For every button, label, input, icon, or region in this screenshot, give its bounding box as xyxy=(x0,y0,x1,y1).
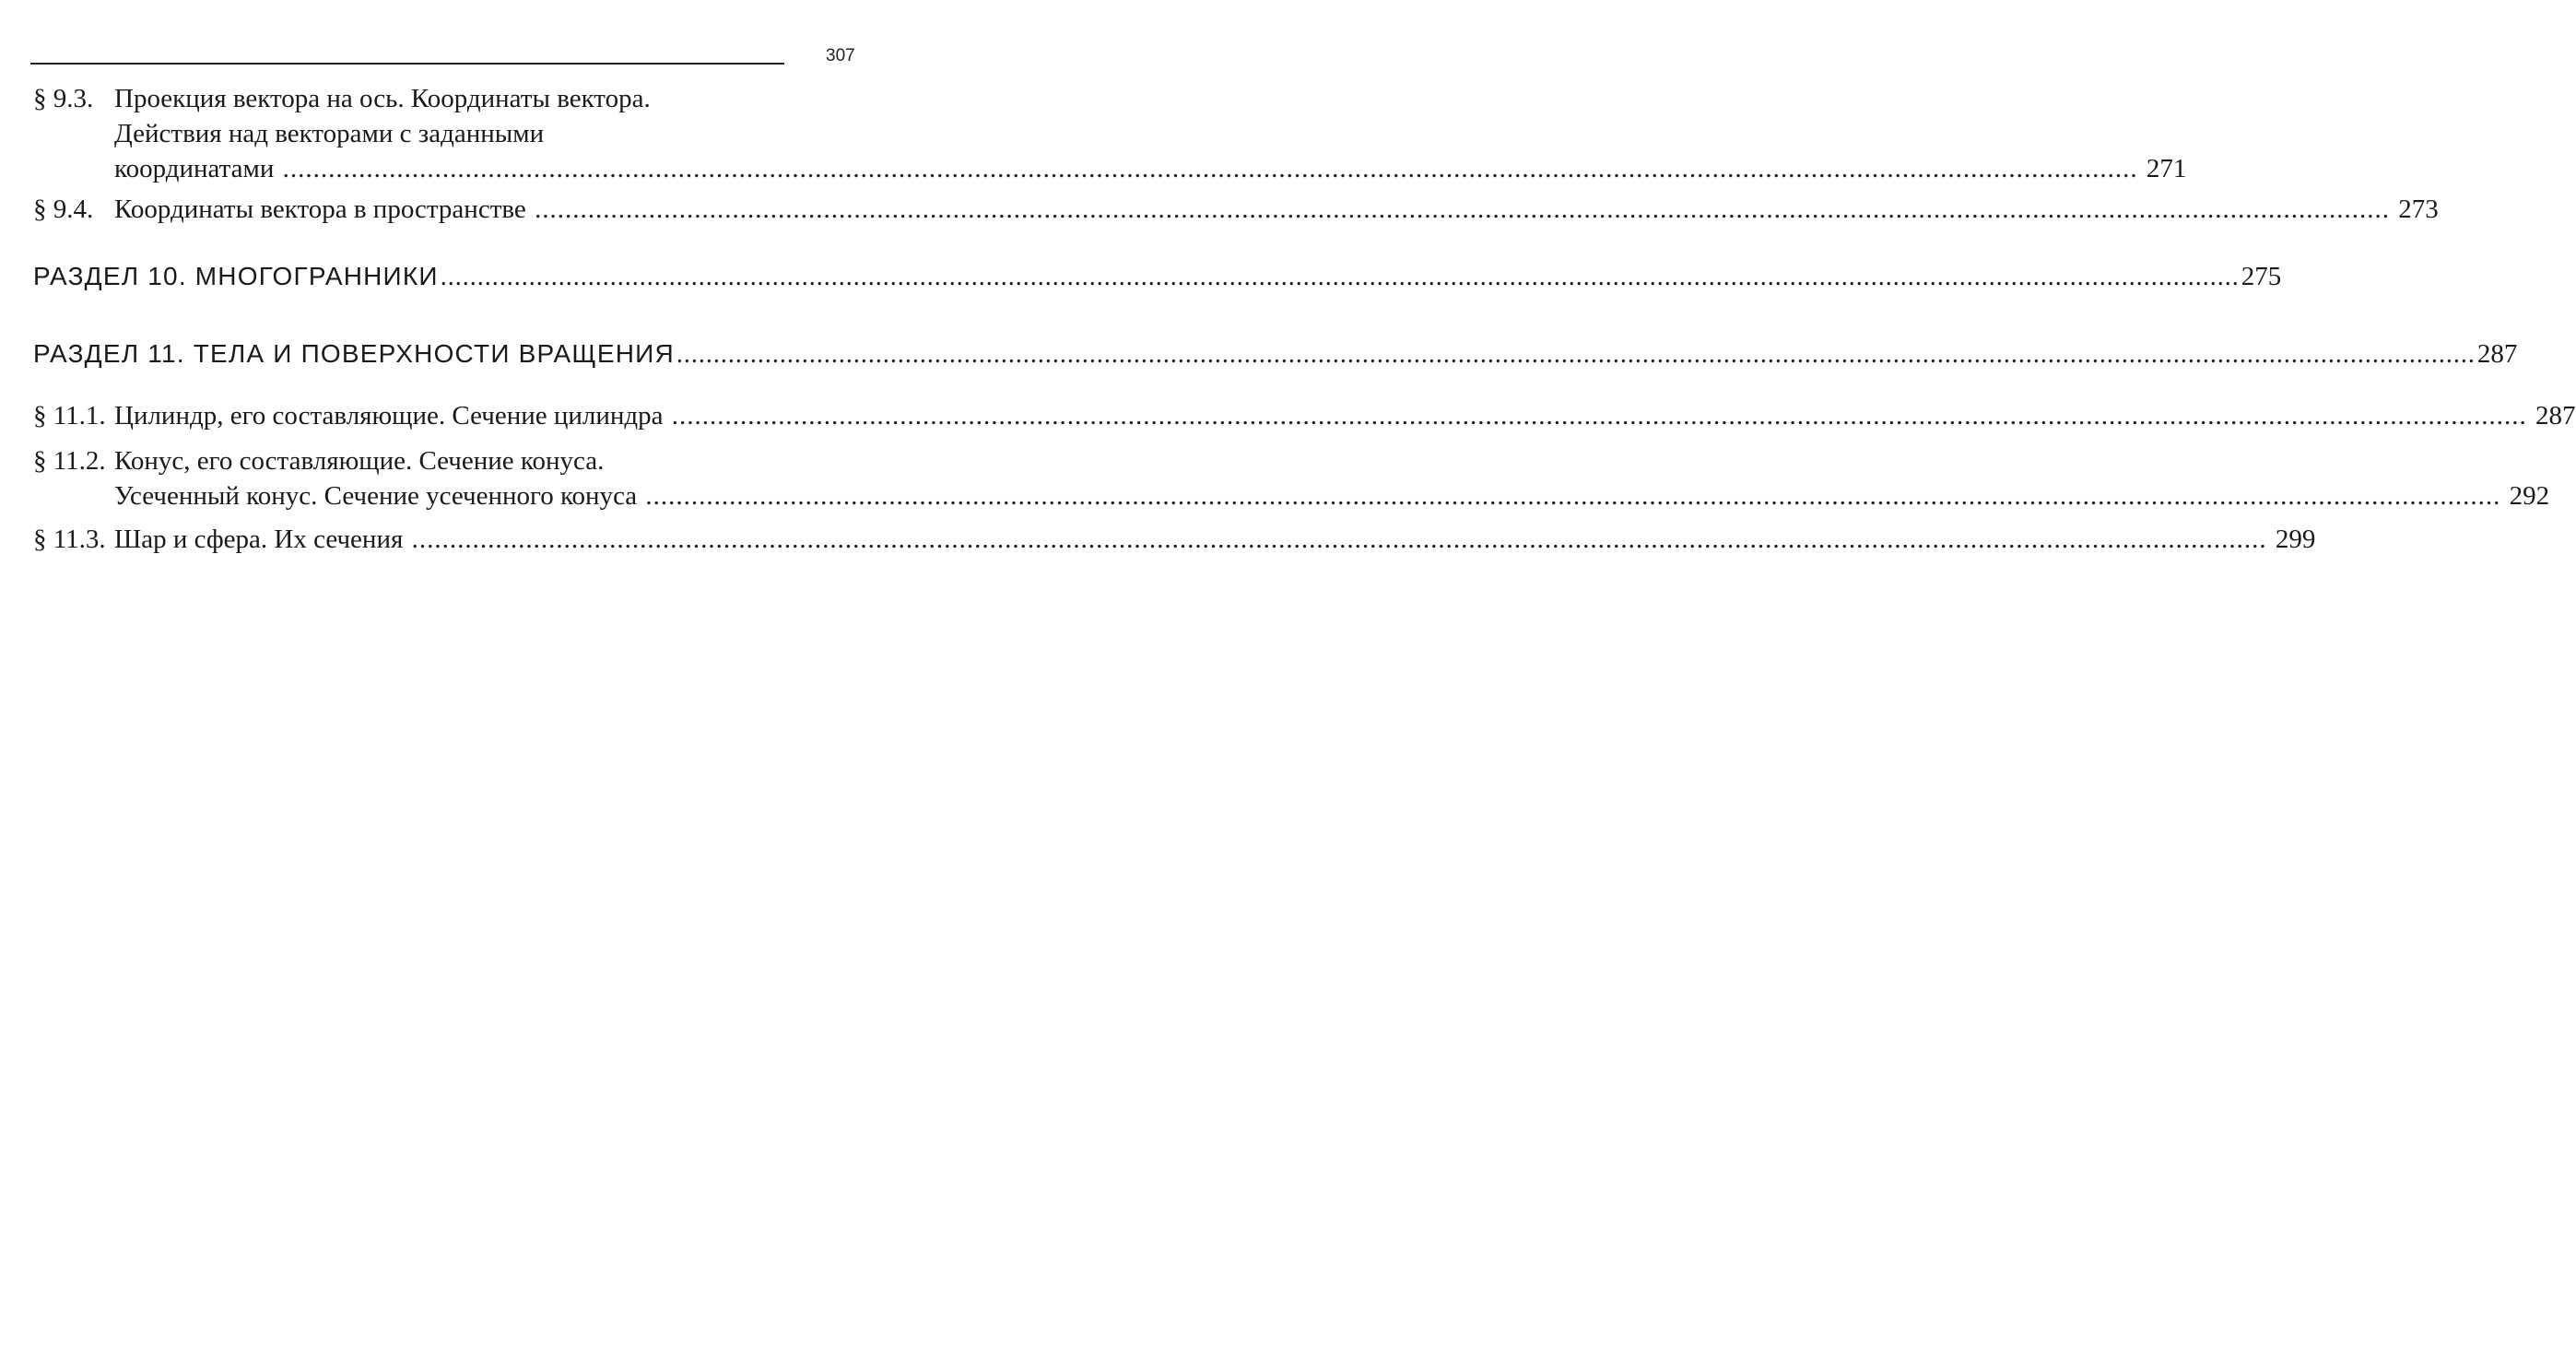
dot-leader xyxy=(283,154,2138,183)
toc-entry-11-2[interactable] xyxy=(33,443,2550,513)
entry-title-line: Координаты вектора в пространстве xyxy=(114,195,526,224)
entry-number: § 9.3. xyxy=(33,84,94,113)
entry-leader-row xyxy=(114,151,2187,186)
dot-leader xyxy=(412,525,2267,554)
dot-leader xyxy=(672,401,2527,430)
dot-leader xyxy=(645,481,2500,511)
section-leader-row xyxy=(33,259,2282,295)
entry-title-line: координатами xyxy=(114,154,275,183)
entry-leader-row xyxy=(114,192,2439,227)
entry-title-line: Цилиндр, его составляющие. Сечение цилиндра xyxy=(114,401,664,430)
entry-number: § 9.4. xyxy=(33,195,94,224)
entry-page: 299 xyxy=(2275,525,2316,554)
dot-leader xyxy=(535,195,2390,224)
dot-leader xyxy=(676,336,2476,372)
entry-page: 287 xyxy=(2535,401,2576,430)
entry-page: 292 xyxy=(2509,481,2550,511)
entry-leader-row xyxy=(114,478,2550,513)
entry-title-line: Действия над векторами с заданными xyxy=(114,119,545,148)
entry-title-line: Конус, его составляющие. Сечение конуса. xyxy=(114,446,605,476)
entry-leader-row xyxy=(114,522,2316,557)
section-title: РАЗДЕЛ 10. МНОГОГРАННИКИ xyxy=(33,262,439,290)
entry-number: § 11.3. xyxy=(33,525,106,554)
toc-entry-11-3[interactable] xyxy=(33,522,2316,557)
toc-section-10[interactable] xyxy=(33,259,2282,295)
entry-page: 273 xyxy=(2398,195,2439,224)
entry-title-line: Усеченный конус. Сечение усеченного конуса xyxy=(114,481,638,511)
entry-title-line: Шар и сфера. Их сечения xyxy=(114,525,404,554)
entry-number: § 11.1. xyxy=(33,401,106,430)
section-page: 287 xyxy=(2476,339,2518,369)
section-page: 275 xyxy=(2241,262,2282,291)
entry-number: § 11.2. xyxy=(33,446,106,476)
toc-entry-9-3[interactable] xyxy=(33,81,2187,186)
entry-title-line: Проекция вектора на ось. Координаты вектора. xyxy=(114,84,651,113)
section-title: РАЗДЕЛ 11. ТЕЛА И ПОВЕРХНОСТИ ВРАЩЕНИЯ xyxy=(33,339,675,368)
toc-entry-11-1[interactable] xyxy=(33,398,2576,433)
dot-leader xyxy=(441,259,2240,295)
section-leader-row xyxy=(33,336,2518,372)
entry-leader-row xyxy=(114,398,2576,433)
entry-page: 271 xyxy=(2146,154,2187,183)
header-rule xyxy=(30,63,784,65)
toc-entry-9-4[interactable] xyxy=(33,192,2439,227)
page-number: 307 xyxy=(826,46,855,65)
toc-section-11[interactable] xyxy=(33,336,2518,372)
